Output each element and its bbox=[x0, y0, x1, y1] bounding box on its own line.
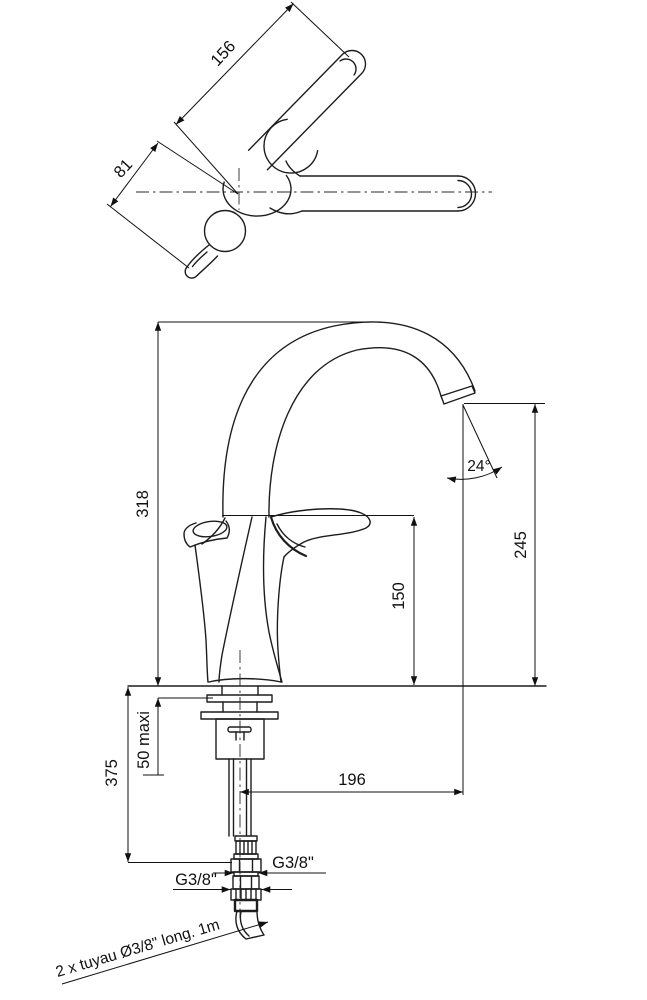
top-handle-outline bbox=[249, 50, 366, 169]
top-view bbox=[107, 2, 492, 278]
dim-outlet-height-label: 245 bbox=[512, 531, 530, 559]
dim81-ext-lower bbox=[107, 204, 189, 268]
front-spout-aerator bbox=[441, 386, 475, 404]
flange-washer-upper bbox=[207, 695, 272, 702]
front-body-left-edge bbox=[195, 545, 208, 682]
dim-under-deck-label: 375 bbox=[103, 759, 121, 787]
dim-deck-thickness-label: 50 maxi bbox=[135, 711, 153, 769]
front-body-right-sculpt bbox=[264, 517, 282, 682]
top-lever-grip bbox=[185, 245, 217, 278]
dim-outlet-angle-label: 24° bbox=[467, 458, 491, 475]
front-body-base-curve bbox=[209, 679, 281, 682]
adapter-ribs-box bbox=[236, 841, 256, 854]
front-body-right-edge bbox=[277, 557, 284, 682]
dim-handle-length-label: 156 bbox=[207, 37, 240, 70]
front-view-dimensions bbox=[54, 322, 545, 984]
dim156-ext-upper bbox=[291, 2, 349, 57]
hex-nut-lower-facets bbox=[241, 876, 252, 889]
front-spout-inner-arc bbox=[269, 348, 441, 517]
adapter-bottom-cap bbox=[234, 854, 258, 859]
adapter-ribs bbox=[240, 841, 252, 854]
hose-sleeve bbox=[235, 900, 257, 911]
dim-spout-reach-label: 196 bbox=[338, 771, 366, 789]
top-view-faucet-outline bbox=[185, 50, 475, 278]
front-lever-band bbox=[184, 521, 229, 547]
top-body-outline bbox=[223, 176, 291, 217]
top-view-dimensions bbox=[107, 2, 349, 268]
top-handle-endcap bbox=[340, 59, 356, 75]
thread-lower-label: G3/8" bbox=[175, 871, 217, 889]
top-spout-end-inner bbox=[458, 181, 472, 208]
adapter-top-cap bbox=[235, 836, 257, 841]
dim-body-width-label: 81 bbox=[110, 155, 137, 182]
under-deck-assembly bbox=[201, 650, 278, 939]
dim156-line bbox=[176, 4, 294, 125]
hex-nut-lower bbox=[233, 876, 259, 889]
front-handle-blade bbox=[271, 509, 370, 557]
front-body-left-sculpt bbox=[219, 517, 252, 682]
fixing-screw-head bbox=[228, 727, 251, 732]
top-lever-knob bbox=[205, 211, 246, 252]
top-spout-fillet-top bbox=[286, 161, 300, 176]
hose-note-label: 2 x tuyau Ø3/8" long. 1m bbox=[53, 916, 222, 981]
dim-total-height-label: 318 bbox=[134, 490, 152, 518]
front-handle-neck bbox=[271, 517, 306, 556]
top-view-centerlines bbox=[136, 168, 492, 210]
front-view bbox=[54, 322, 546, 984]
front-view-faucet-outline bbox=[184, 322, 475, 682]
flange-washer-lower bbox=[201, 712, 278, 719]
thread-upper-label: G3/8" bbox=[272, 854, 314, 872]
hose-fitting-ribs bbox=[236, 889, 256, 900]
hex-nut-upper bbox=[231, 859, 261, 872]
flexible-hose-inner bbox=[240, 912, 249, 936]
front-spout-outer-arc bbox=[223, 322, 475, 517]
top-lever-grip-inner bbox=[193, 252, 208, 267]
hex-nut-upper-facets bbox=[240, 859, 253, 872]
dim-body-height-label: 150 bbox=[390, 582, 408, 610]
